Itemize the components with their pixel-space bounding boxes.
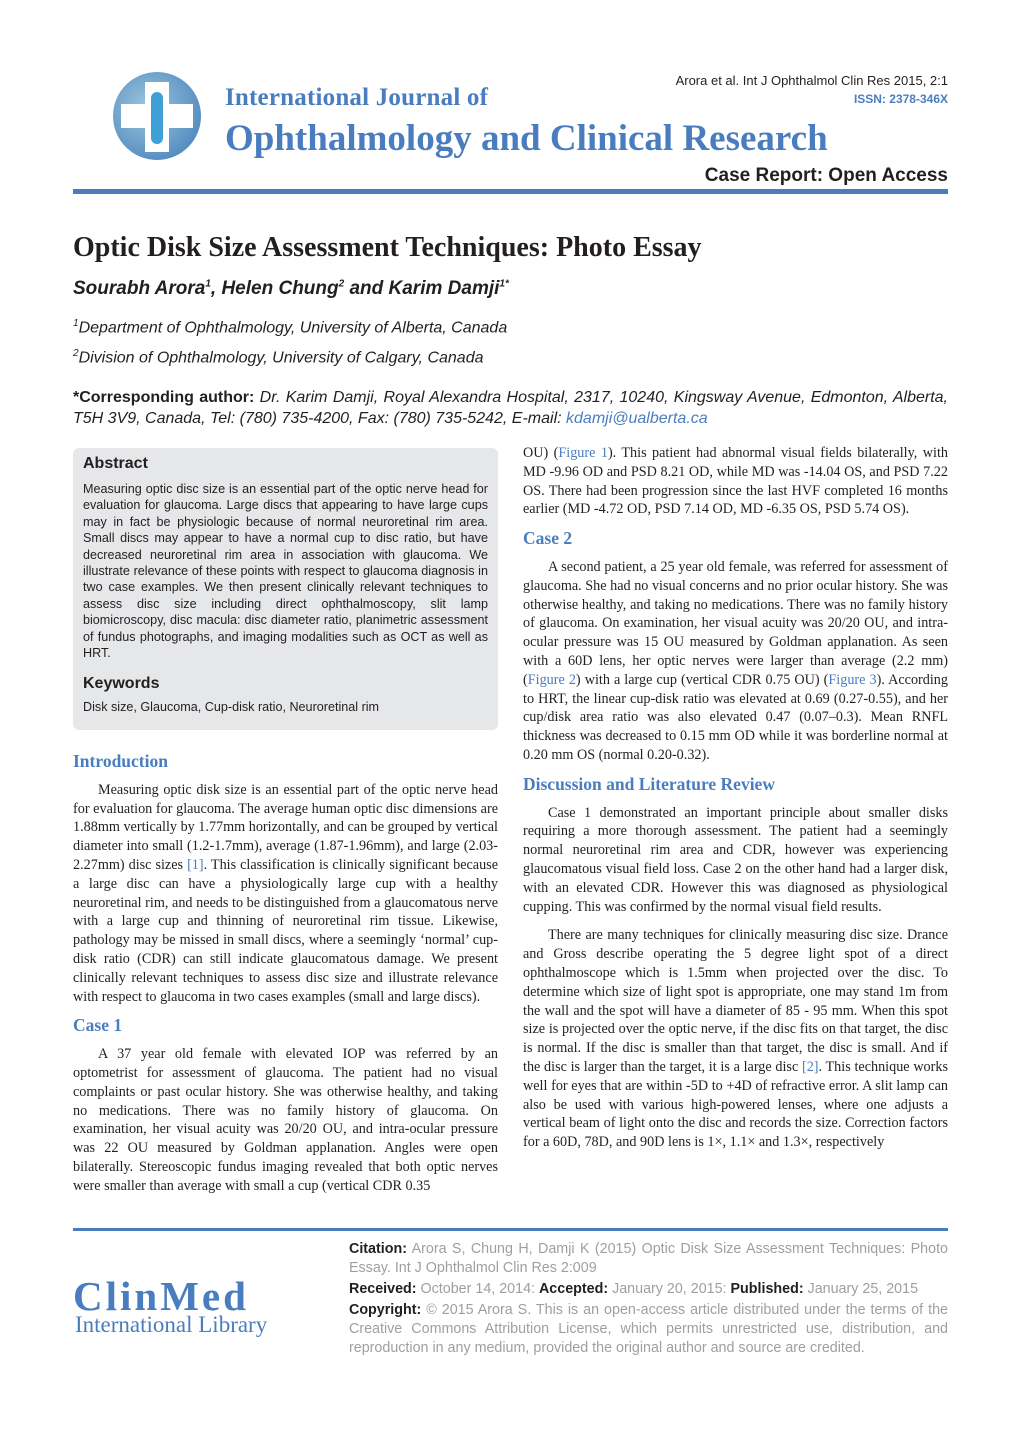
section-heading: Case 1 <box>73 1015 123 1036</box>
value: © 2015 Arora S. This is an open-access article distributed under the terms of the Creative Commons Attribution License, which permits unrestricted use, distribution, and reproduction in any medium, provided the original author and source are credited. <box>349 1302 948 1356</box>
email-link[interactable]: kdamji@ualberta.ca <box>566 410 708 427</box>
author-sup: 2 <box>338 278 345 290</box>
text-segment: ). This patient had abnormal visual fields bilaterally, with MD -9.96 OD and PSD 8.21 OD, while MD was -14.04 OS, and PSD 7.22 OS. There had been progression since the last HVF completed 16 months earlier (MD -4.72 OD, PSD 7.14 OD, MD -6.35 OS, PSD 5.74 OS). <box>523 445 948 518</box>
author-sup: 1* <box>499 278 509 290</box>
reference-link[interactable]: [1] <box>187 856 204 873</box>
citation-block <box>349 1240 948 1360</box>
aff-text: Division of Ophthalmology, University of Calgary, Canada <box>78 349 484 367</box>
paragraph <box>73 781 498 1007</box>
abstract-heading: Abstract <box>83 455 148 472</box>
value: January 25, 2015 <box>803 1281 919 1297</box>
value: January 20, 2015: <box>608 1281 731 1297</box>
paragraph <box>523 926 948 1152</box>
publisher-logo: ClinMed <box>73 1273 249 1319</box>
text-segment: There are many techniques for clinically measuring disc size. Drance and Gross describe operating the 5 degree light spot of a direct ophthalmoscope which is 1.5mm when projected over the disc. To determine which size of light spot is appropriate, one may stand 1m from the wall and the spot will have a diameter of 85 - 95 mm. When this spot size is projected over the optic nerve, if the disc fits on that target, the disc is normal. If the disc is smaller than that target, the disc is small. And if the disc is larger than the target, it is a large disc <box>523 927 948 1075</box>
corr-label: *Corresponding author: <box>73 389 255 406</box>
section <box>73 752 498 1006</box>
publisher-subtitle: International Library <box>75 1312 268 1337</box>
section <box>523 775 948 1152</box>
header-divider <box>73 189 948 194</box>
label: Accepted: <box>538 1281 609 1297</box>
text-segment: ). According to HRT, the linear cup-disk ratio was elevated at 0.69 (0.27-0.55), and her cup/disk area ratio was also elevated 0.47 (0.07–0.3). Mean RNFL thickness was decreased to 0.15 mm OD while it was borderline normal at 0.20 mm OS (normal 0.20-0.32). <box>523 671 948 763</box>
reference-link[interactable]: Figure 1 <box>558 445 608 461</box>
journal-name-line1: International Journal of <box>225 84 489 111</box>
dates <box>349 1280 948 1299</box>
corresponding-author <box>73 387 948 429</box>
reference-link[interactable]: Figure 3 <box>828 671 877 688</box>
right-column <box>523 444 948 1162</box>
journal-name-line2: Ophthalmology and Clinical Research <box>225 118 828 159</box>
section <box>523 444 948 519</box>
paragraph <box>523 804 948 917</box>
journal-logo <box>113 72 201 160</box>
reference-link[interactable]: [2] <box>801 1058 819 1075</box>
aff-sup: 1 <box>73 318 79 329</box>
corr-text: Dr. Karim Damji, Royal Alexandra Hospital, 2317, 10240, Kingsway Avenue, Edmonton, Alberta, T5H 3V9, Canada, Tel: (780) 735-4200, Fax: (780) 735-5242, E-mail: <box>73 389 949 427</box>
article-type: Case Report: Open Access <box>704 165 948 186</box>
text-segment: OU) ( <box>523 445 559 461</box>
reference-link[interactable]: Figure 2 <box>527 671 576 688</box>
header-reference <box>676 71 948 109</box>
text-segment: Case 1 demonstrated an important principle about smaller disks requiring a more thorough assessment. The patient had a seemingly normal neuroretinal rim area and CDR, however was experiencing glaucomatous visual field loss. Case 2 on the other hand had a larger disk, with an elevated CDR. However this was diagnosed as physiological cupping. This was confirmed by the normal visual field results. <box>523 804 948 915</box>
copyright <box>349 1301 948 1358</box>
paragraph <box>523 444 948 519</box>
authors <box>73 278 509 300</box>
label: Copyright: <box>349 1302 422 1318</box>
text-segment: . This classification is clinically significant because a large disc can have a physiologically large cup with a healthy neuroretinal rim, and needs to be distinguished from a glaucomatous nerve with a large cup and thinning of neuroretinal rim tissue. Likewise, pathology may be missed in small discs, where a seemingly ‘normal’ cup-disk ratio (CDR) can still indicate glaucomatous damage. We present clinically relevant techniques to assess disc size and illustrate relevance with respect to glaucoma in two cases examples (small and large discs). <box>73 856 498 1005</box>
author: and Karim Damji <box>344 278 500 299</box>
paragraph <box>73 1045 498 1195</box>
aff-sup: 2 <box>73 348 79 359</box>
affiliation <box>73 318 507 337</box>
section <box>523 529 948 765</box>
issn: ISSN: 2378-346X <box>853 92 948 106</box>
aff-text: Department of Ophthalmology, University of Alberta, Canada <box>78 319 508 337</box>
label: Received: <box>349 1281 417 1297</box>
author-sup: 1 <box>205 278 211 290</box>
left-column <box>73 752 498 1206</box>
label: Citation: <box>349 1241 407 1257</box>
abstract-box <box>73 448 498 730</box>
keywords: Disk size, Glaucoma, Cup-disk ratio, Neuroretinal rim <box>83 700 380 715</box>
text-segment: Measuring optic disk size is an essential part of the optic nerve head for evaluation for glaucoma. The average human optic disc dimensions are 1.88mm vertically by 1.77mm horizontally, and can be grouped by vertical diameter into small (1.2-1.7mm), average (1.87-1.96mm), and large (2.03-2.27mm) disc sizes <box>73 781 498 873</box>
text-segment: A second patient, a 25 year old female, was referred for assessment of glaucoma. She had no visual concerns and no prior ocular history. She was otherwise healthy, and taking no medications. There was no family history of glaucoma. On examination, her visual acuity was 20/20 OU, and intra-ocular pressure was 15 OU measured by Goldman applanation. As seen with a 60D lens, her optic nerves were larger than average (2.2 mm) ( <box>523 558 948 688</box>
citation-ref: Arora et al. Int J Ophthalmol Clin Res 2015, 2:1 <box>675 73 948 88</box>
affiliation <box>73 348 483 367</box>
keywords-heading: Keywords <box>83 675 160 693</box>
author: Sourabh Arora <box>73 278 206 299</box>
label: Published: <box>730 1281 804 1297</box>
article-title: Optic Disk Size Assessment Techniques: Photo Essay <box>73 232 702 263</box>
value: Arora S, Chung H, Damji K (2015) Optic Disk Size Assessment Techniques: Photo Essay. Int J Ophthalmol Clin Res 2:009 <box>349 1241 948 1276</box>
human-figure-icon <box>151 92 163 144</box>
abstract-text: Measuring optic disc size is an essential part of the optic nerve head for evaluation for glaucoma. Large discs that appearing to have large cups may in fact be physiologic because of normal neuroretinal rim area. Small discs may appear to have a normal cup to disc ratio, but have decreased neuroretinal rim area in association with glaucoma. We illustrate relevance of these points with respect to glaucoma diagnosis in two case examples. We then present clinically relevant techniques to assess disc size including direct ophthalmoscopy, slit lamp biomicroscopy, disc macula: disc diameter ratio, planimetric assessment of fundus photographs, and imaging modalities such as OCT as well as HRT. <box>83 482 488 661</box>
value: October 14, 2014: <box>416 1281 539 1297</box>
section-heading: Discussion and Literature Review <box>523 773 775 794</box>
paragraph <box>523 558 948 765</box>
section <box>73 1016 498 1195</box>
footer-divider <box>73 1228 948 1231</box>
section-heading: Case 2 <box>523 528 573 549</box>
text-segment: A 37 year old female with elevated IOP was referred by an optometrist for assessment of glaucoma. The patient had no visual complaints or past ocular history. She was otherwise healthy, and taking no medications. There was no family history of glaucoma. On examination, her visual acuity was 20/20 OU, and intra-ocular pressure was 22 OU measured by Goldman applanation. Angles were open bilaterally. Stereoscopic fundus imaging revealed that both optic nerves were smaller than average with small a cup (vertical CDR 0.35 <box>73 1046 498 1194</box>
section-heading: Introduction <box>73 751 168 771</box>
text-segment: ) with a large cup (vertical CDR 0.75 OU) ( <box>575 671 829 688</box>
author: , Helen Chung <box>210 278 339 299</box>
citation <box>349 1240 948 1278</box>
text-segment: . This technique works well for eyes that are within -5D to +4D of refractive error. A slit lamp can also be used with various high-powered lenses, where one adjusts a vertical beam of light onto the disc and records the size. Correction factors for a 60D, 78D, and 90D lens is 1×, 1.1× and 1.3×, respectively <box>523 1058 948 1151</box>
